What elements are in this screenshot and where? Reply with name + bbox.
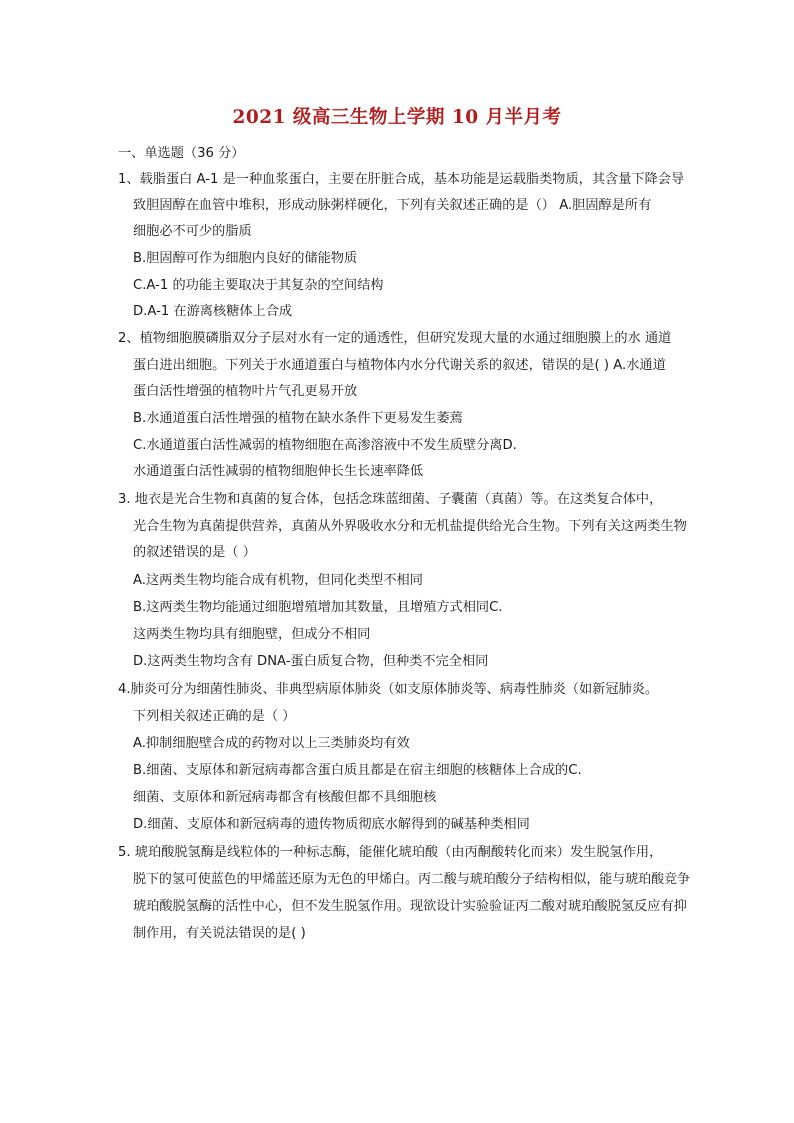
question-line: 光合生物为真菌提供营养，真菌从外界吸收水分和无机盐提供给光合生物。下列有关这两类生物 bbox=[133, 519, 687, 534]
option-a: A.抑制细胞壁合成的药物对以上三类肺炎均有效 bbox=[133, 736, 410, 751]
option-c: C.水通道蛋白活性减弱的植物细胞在高渗溶液中不发生质壁分离D. bbox=[133, 438, 517, 453]
question-line: 蛋白活性增强的植物叶片气孔更易开放 bbox=[133, 384, 358, 399]
option-d: D.细菌、支原体和新冠病毒的遗传物质彻底水解得到的碱基种类相同 bbox=[133, 817, 530, 832]
option-d: 水通道蛋白活性减弱的植物细胞伸长生长速率降低 bbox=[133, 464, 424, 479]
section-heading: 一、单选题（36 分） bbox=[118, 146, 245, 161]
question-line: 脱下的氢可使蓝色的甲烯蓝还原为无色的甲烯白。丙二酸与琥珀酸分子结构相似，能与琥珀酸竞争 bbox=[133, 872, 690, 887]
option-b: B.水通道蛋白活性增强的植物在缺水条件下更易发生萎蔫 bbox=[133, 411, 463, 426]
option-d: D.这两类生物均含有 DNA-蛋白质复合物，但种类不完全相同 bbox=[133, 654, 489, 669]
question-line: 4.肺炎可分为细菌性肺炎、非典型病原体肺炎（如支原体肺炎等、病毒性肺炎（如新冠肺炎。 bbox=[118, 682, 659, 697]
question-line: 下列相关叙述正确的是（ ） bbox=[133, 709, 296, 724]
question-line: 1、载脂蛋白 A-1 是一种血浆蛋白，主要在肝脏合成，基本功能是运载脂类物质，其含量下降会导 bbox=[118, 172, 685, 187]
option-b: B.这两类生物均能通过细胞增殖增加其数量，且增殖方式相同C. bbox=[133, 600, 503, 615]
option-b: B.胆固醇可作为细胞内良好的储能物质 bbox=[133, 251, 358, 266]
option-a: A.这两类生物均能合成有机物，但同化类型不相同 bbox=[133, 573, 423, 588]
question-line: 致胆固醇在血管中堆积，形成动脉粥样硬化，下列有关叙述正确的是（） A.胆固醇是所有 bbox=[133, 198, 652, 213]
question-line: 琥珀酸脱氢酶的活性中心，但不发生脱氢作用。现欲设计实验验证丙二酸对琥珀酸脱氢反应有抑 bbox=[133, 899, 687, 914]
question-line: 3. 地衣是光合生物和真菌的复合体，包括念珠蓝细菌、子囊菌（真菌）等。在这类复合体中， bbox=[118, 492, 663, 507]
question-line: 2、植物细胞膜磷脂双分子层对水有一定的通透性，但研究发现大量的水通过细胞膜上的水 通道 bbox=[118, 331, 672, 346]
question-line: 5. 琥珀酸脱氢酶是线粒体的一种标志酶，能催化琥珀酸（由丙酮酸转化而来）发生脱氢作用， bbox=[118, 845, 663, 860]
question-line: 的叙述错误的是（ ） bbox=[133, 545, 256, 560]
option-c: 这两类生物均具有细胞壁，但成分不相同 bbox=[133, 627, 371, 642]
page-title: 2021 级高三生物上学期 10 月半月考 bbox=[232, 107, 562, 128]
option-c: 细菌、支原体和新冠病毒都含有核酸但都不具细胞核 bbox=[133, 790, 437, 805]
question-line: 细胞必不可少的脂质 bbox=[133, 224, 252, 239]
question-line: 制作用，有关说法错误的是( ) bbox=[133, 926, 306, 941]
question-line: 蛋白进出细胞。下列关于水通道蛋白与植物体内水分代谢关系的叙述，错误的是( ) A.水通道 bbox=[133, 358, 666, 373]
option-c: C.A-1 的功能主要取决于其复杂的空间结构 bbox=[133, 278, 384, 293]
option-d: D.A-1 在游离核糖体上合成 bbox=[133, 304, 293, 319]
option-b: B.细菌、支原体和新冠病毒都含蛋白质且都是在宿主细胞的核糖体上合成的C. bbox=[133, 763, 582, 778]
